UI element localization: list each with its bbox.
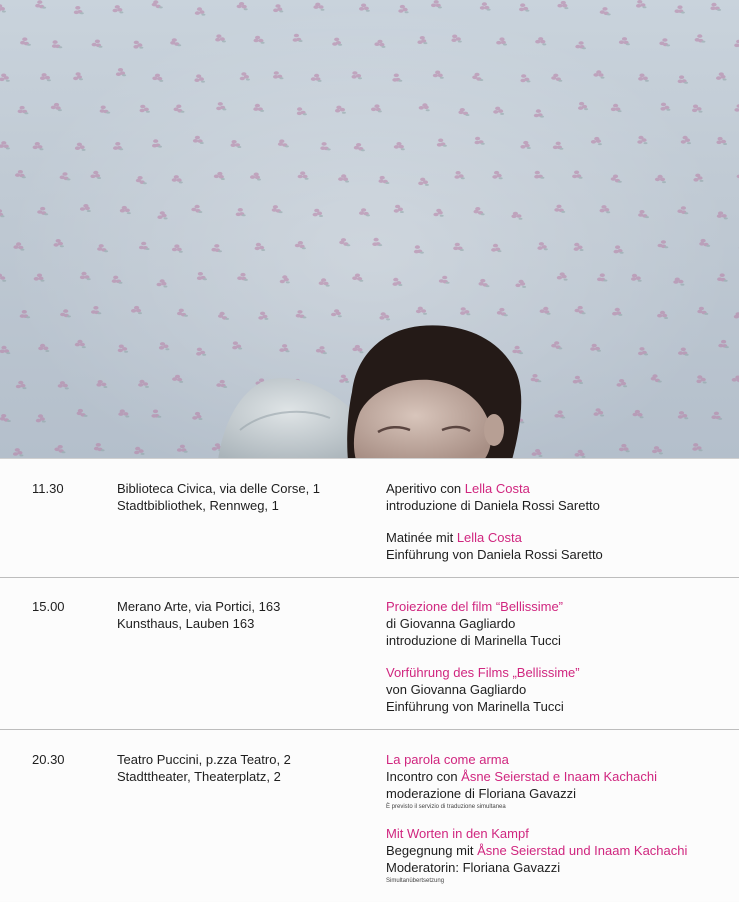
wallpaper-flower (394, 142, 405, 150)
wallpaper-flower (717, 211, 728, 219)
wallpaper-flower (54, 445, 65, 453)
wallpaper-flower (133, 41, 143, 49)
wallpaper-flower (696, 375, 706, 383)
wallpaper-flower (116, 68, 126, 76)
wallpaper-flower (138, 380, 149, 388)
wallpaper-flower (557, 1, 568, 9)
wallpaper-flower (279, 344, 289, 352)
wallpaper-flower (637, 136, 647, 144)
event-italian (386, 480, 603, 514)
wallpaper-flower (593, 70, 604, 78)
wallpaper-flower (497, 308, 508, 316)
guest-name: Lella Costa (457, 530, 522, 545)
wallpaper-flower (18, 106, 29, 114)
wallpaper-flower (398, 5, 408, 13)
guest-names: Åsne Seierstad und Inaam Kachachi (477, 843, 687, 858)
wallpaper-flower (697, 307, 708, 315)
wallpaper-flower (172, 244, 183, 252)
wallpaper-flower (597, 273, 607, 281)
wallpaper-flower (437, 139, 447, 147)
venue (117, 598, 280, 632)
wallpaper-flower (193, 136, 204, 144)
event-prefix: Begegnung mit (386, 843, 477, 858)
wallpaper-flower (699, 239, 710, 247)
wallpaper-flower (91, 306, 101, 314)
program-row (0, 459, 739, 577)
wallpaper-flower (493, 107, 504, 115)
wallpaper-flower (118, 409, 129, 417)
wallpaper-flower (75, 143, 86, 151)
wallpaper-flower (590, 344, 601, 352)
event-prefix: Incontro con (386, 769, 461, 784)
wallpaper-flower (216, 102, 226, 110)
wallpaper-flower (35, 0, 46, 8)
translation-note: È previsto il servizio di traduzione simultanea (386, 802, 687, 813)
event-italian (386, 751, 687, 813)
wallpaper-flower (414, 245, 424, 253)
wallpaper-flower (196, 348, 206, 356)
wallpaper-flower (273, 71, 284, 79)
wallpaper-flower (254, 36, 265, 44)
wallpaper-flower (352, 274, 363, 282)
wallpaper-flower (113, 142, 123, 150)
wallpaper-flower (433, 209, 443, 217)
wallpaper-flower (236, 208, 246, 216)
wallpaper-flower (474, 207, 485, 215)
wallpaper-flower (231, 140, 242, 148)
event-prefix: Matinée mit (386, 530, 457, 545)
wallpaper-flower (352, 345, 363, 353)
wallpaper-flower (237, 273, 248, 281)
wallpaper-flower (614, 245, 624, 253)
wallpaper-flower (139, 242, 150, 250)
wallpaper-flower (573, 376, 583, 384)
wallpaper-flower (678, 411, 688, 419)
wallpaper-flower (216, 380, 227, 388)
wallpaper-flower (431, 0, 442, 8)
event-intro: introduzione di Marinella Tucci (386, 632, 580, 649)
wallpaper-flower (734, 104, 739, 112)
wallpaper-flower (232, 341, 242, 349)
wallpaper-flower (194, 74, 205, 82)
wallpaper-flower (38, 344, 49, 352)
wallpaper-flower (572, 171, 582, 179)
wallpaper-flower (651, 374, 662, 382)
event-description (386, 480, 603, 578)
wallpaper-flower (636, 0, 647, 8)
wallpaper-flower (633, 410, 644, 418)
wallpaper-flower (371, 104, 382, 112)
event-description (386, 751, 687, 902)
wallpaper-flower (278, 139, 289, 147)
wallpaper-flower (54, 239, 64, 247)
wallpaper-flower (280, 275, 290, 283)
wallpaper-flower (296, 310, 307, 318)
wallpaper-flower (134, 447, 145, 455)
wallpaper-flower (152, 0, 163, 8)
event-title: Vorführung des Films „Bellissime” (386, 664, 580, 681)
wallpaper-flower (718, 340, 729, 348)
wallpaper-flower (250, 173, 261, 181)
venue-german: Stadtbibliothek, Rennweg, 1 (117, 497, 320, 514)
wallpaper-flower (0, 346, 10, 354)
wallpaper-flower (594, 408, 605, 416)
wallpaper-flower (191, 205, 202, 213)
wallpaper-flower (316, 346, 327, 354)
venue (117, 480, 320, 514)
wallpaper-flower (159, 342, 170, 350)
wallpaper-flower (320, 142, 330, 150)
wallpaper-flower (416, 307, 427, 315)
event-description (386, 598, 580, 730)
wallpaper-flower (319, 278, 330, 286)
wallpaper-flower (211, 244, 222, 252)
wallpaper-flower (331, 309, 342, 317)
wallpaper-flower (255, 243, 266, 251)
wallpaper-flower (374, 40, 385, 48)
wallpaper-flower (51, 103, 62, 111)
wallpaper-flower (433, 71, 444, 79)
event-time: 20.30 (32, 751, 65, 768)
wallpaper-flower (673, 278, 684, 286)
wallpaper-flower (520, 141, 530, 149)
venue-italian: Biblioteca Civica, via delle Corse, 1 (117, 480, 320, 497)
wallpaper-flower (619, 37, 630, 45)
wallpaper-flower (734, 312, 739, 320)
wallpaper-flower (534, 171, 544, 179)
wallpaper-flower (15, 170, 26, 178)
program-sheet (0, 458, 739, 901)
wallpaper-flower (73, 72, 83, 80)
wallpaper-flower (575, 306, 586, 314)
event-intro: Einführung von Marinella Tucci (386, 698, 580, 715)
wallpaper-flower (681, 136, 691, 144)
wallpaper-flower (612, 308, 622, 316)
wallpaper-flower (240, 72, 250, 80)
wallpaper-flower (218, 312, 229, 320)
wallpaper-flower (531, 374, 542, 382)
event-title: La parola come arma (386, 751, 687, 768)
wallpaper-flower (659, 38, 670, 46)
wallpaper-flower (392, 74, 402, 82)
guest-names: Åsne Seierstad e Inaam Kachachi (461, 769, 657, 784)
wallpaper-flower (174, 105, 185, 113)
wallpaper-flower (534, 109, 544, 117)
wallpaper-flower (554, 410, 565, 418)
wallpaper-flower (732, 376, 739, 384)
wallpaper-flower (393, 278, 403, 286)
wallpaper-flower (692, 443, 702, 451)
wallpaper-flower (311, 74, 322, 82)
wallpaper-flower (677, 206, 688, 214)
venue (117, 751, 291, 785)
wallpaper-flower (52, 40, 62, 48)
wallpaper-flower (258, 312, 268, 320)
wallpaper-flower (332, 38, 342, 46)
venue-german: Stadttheater, Theaterplatz, 2 (117, 768, 291, 785)
wallpaper-flower (152, 139, 162, 147)
translation-note: Simultanübertsetzung (386, 876, 687, 887)
ear (484, 414, 504, 446)
wallpaper-flower (13, 242, 24, 250)
wallpaper-flower (600, 205, 611, 213)
wallpaper-flower (197, 272, 207, 280)
wallpaper-flower (451, 35, 461, 43)
wallpaper-flower (339, 375, 349, 383)
wallpaper-flower (519, 3, 529, 11)
wallpaper-flower (359, 4, 370, 12)
wallpaper-flower (0, 414, 11, 422)
wallpaper-flower (58, 381, 69, 389)
event-intro: introduzione di Daniela Rossi Saretto (386, 497, 603, 514)
wallpaper-flower (693, 174, 703, 182)
wallpaper-flower (675, 5, 685, 13)
wallpaper-flower (0, 274, 6, 282)
wallpaper-flower (716, 137, 727, 145)
wallpaper-flower (40, 73, 51, 81)
wallpaper-flower (553, 142, 564, 150)
wallpaper-flower (678, 75, 688, 83)
wallpaper-flower (113, 5, 124, 13)
wallpaper-flower (617, 379, 628, 387)
wallpaper-flower (94, 443, 105, 451)
wallpaper-flower (417, 36, 427, 44)
wallpaper-flower (460, 307, 470, 315)
wallpaper-flower (619, 444, 630, 452)
wallpaper-flower (600, 7, 611, 15)
venue-german: Kunsthaus, Lauben 163 (117, 615, 280, 632)
venue-italian: Teatro Puccini, p.zza Teatro, 2 (117, 751, 291, 768)
wallpaper-flower (475, 137, 485, 145)
wallpaper-flower (92, 40, 103, 48)
event-german (386, 529, 603, 563)
wallpaper-flower (716, 72, 727, 80)
wallpaper-flower (734, 40, 739, 48)
wallpaper-flower (20, 310, 30, 318)
wallpaper-flower (578, 102, 588, 110)
wallpaper-flower (214, 172, 225, 180)
venue-italian: Merano Arte, via Portici, 163 (117, 598, 280, 615)
wallpaper-flower (352, 71, 363, 79)
event-director: di Giovanna Gagliardo (386, 615, 580, 632)
wallpaper-flower (77, 409, 88, 417)
event-title: Mit Worten in den Kampf (386, 825, 687, 842)
wallpaper-flower (80, 272, 91, 280)
wallpaper-flower (335, 106, 346, 114)
wallpaper-flower (652, 446, 663, 454)
wallpaper-flower (237, 2, 248, 10)
event-director: von Giovanna Gagliardo (386, 681, 580, 698)
wallpaper-flower (195, 7, 206, 15)
wallpaper-flower (678, 348, 689, 356)
wallpaper-flower (372, 238, 382, 246)
wallpaper-flower (540, 307, 551, 315)
wallpaper-flower (359, 208, 370, 216)
wallpaper-flower (551, 74, 562, 82)
wallpaper-flower (13, 448, 24, 456)
wallpaper-flower (591, 137, 602, 145)
wallpaper-flower (0, 4, 6, 12)
wallpaper-flower (60, 309, 71, 317)
wallpaper-flower (100, 106, 111, 114)
wallpaper-flower (90, 171, 101, 179)
event-title: Proiezione del film “Bellissime” (386, 598, 580, 615)
wallpaper-flower (140, 105, 150, 113)
event-moderator: moderazione di Floriana Gavazzi (386, 785, 687, 802)
wallpaper-flower (297, 107, 307, 115)
wallpaper-flower (0, 209, 5, 217)
wallpaper-flower (575, 450, 586, 458)
wallpaper-flower (419, 103, 430, 111)
wallpaper-flower (273, 4, 283, 12)
wallpaper-flower (136, 176, 147, 184)
wallpaper-flower (657, 311, 668, 319)
wallpaper-flower (293, 34, 303, 42)
wallpaper-flower (192, 412, 202, 420)
wallpaper-flower (253, 104, 264, 112)
wallpaper-flower (472, 73, 483, 81)
wallpaper-flower (96, 380, 107, 388)
wallpaper-flower (20, 37, 31, 45)
event-italian (386, 598, 580, 649)
wallpaper-flower (638, 210, 649, 218)
wallpaper-flower (339, 238, 350, 246)
wallpaper-flower (36, 414, 46, 422)
wallpaper-flower (418, 178, 429, 186)
event-german (386, 664, 580, 715)
wallpaper-flower (631, 274, 642, 282)
wallpaper-flower (152, 74, 163, 82)
wallpaper-flower (557, 272, 568, 280)
wallpaper-flower (454, 171, 464, 179)
wallpaper-flower (120, 206, 131, 214)
wallpaper-flower (157, 211, 167, 219)
wallpaper-flower (34, 274, 45, 282)
wallpaper-flower (439, 276, 450, 284)
wallpaper-flower (717, 273, 728, 281)
event-intro: Einführung von Daniela Rossi Saretto (386, 546, 603, 563)
wallpaper-flower (272, 205, 283, 213)
wallpaper-flower (74, 6, 84, 14)
wallpaper-flower (611, 104, 622, 112)
event-time: 15.00 (32, 598, 65, 615)
program-row (0, 729, 739, 902)
wallpaper-flower (479, 279, 490, 287)
wallpaper-flower (532, 449, 543, 457)
wallpaper-flower (37, 207, 48, 215)
wallpaper-flower (554, 205, 565, 213)
wallpaper-flower (75, 340, 86, 348)
event-moderator: Moderatorin: Floriana Gavazzi (386, 859, 687, 876)
wallpaper-flower (0, 141, 10, 149)
wallpaper-flower (379, 176, 390, 184)
wallpaper-flower (710, 3, 721, 11)
wallpaper-flower (60, 172, 71, 180)
wallpaper-flower (177, 309, 188, 317)
wallpaper-flower (453, 243, 464, 251)
wallpaper-flower (0, 74, 10, 82)
wallpaper-flower (575, 41, 586, 49)
wallpaper-flower (692, 105, 703, 113)
event-time: 11.30 (32, 480, 64, 497)
wallpaper-flower (638, 74, 649, 82)
wallpaper-flower (157, 279, 168, 287)
wallpaper-flower (512, 346, 523, 354)
wallpaper-flower (172, 175, 183, 183)
wallpaper-flower (112, 276, 123, 284)
wallpaper-flower (660, 103, 670, 111)
program-row (0, 577, 739, 730)
wallpaper-flower (480, 2, 491, 10)
wallpaper-flower (97, 244, 108, 252)
wallpaper-flower (16, 381, 27, 389)
wallpaper-flower (170, 38, 181, 46)
wallpaper-flower (295, 241, 306, 249)
wallpaper-flower (658, 240, 669, 248)
wallpaper-flower (33, 142, 44, 150)
wallpaper-flower (313, 3, 324, 11)
wallpaper-flower (695, 34, 706, 42)
wallpaper-flower (131, 306, 142, 314)
wallpaper-flower (354, 143, 365, 151)
wallpaper-flower (535, 37, 546, 45)
wallpaper-flower (458, 108, 469, 116)
guest-name: Lella Costa (465, 481, 530, 496)
wallpaper-flower (215, 34, 226, 42)
wallpaper-flower (177, 445, 188, 453)
wallpaper-flower (574, 243, 584, 251)
wallpaper-flower (394, 205, 404, 213)
wallpaper-flower (151, 410, 161, 418)
wallpaper-flower (118, 345, 128, 353)
wallpaper-flower (520, 74, 530, 82)
wallpaper-flower (338, 174, 349, 182)
wallpaper-flower (496, 37, 507, 45)
wallpaper-flower (298, 171, 309, 179)
wallpaper-flower (80, 204, 91, 212)
wallpaper-flower (537, 242, 547, 250)
wallpaper-flower (172, 375, 183, 383)
wallpaper-flower (313, 209, 323, 217)
wallpaper-flower (551, 341, 562, 349)
wallpaper-flower (379, 312, 390, 320)
wallpaper-flower (492, 171, 502, 179)
wallpaper-flower (711, 412, 722, 420)
event-prefix: Aperitivo con (386, 481, 465, 496)
wallpaper-flower (515, 280, 526, 288)
wallpaper-flower (511, 212, 522, 220)
wallpaper-flower (611, 175, 622, 183)
wallpaper-flower (491, 244, 501, 252)
event-german (386, 825, 687, 887)
wallpaper-flower (655, 175, 666, 183)
wallpaper-flower (638, 347, 648, 355)
